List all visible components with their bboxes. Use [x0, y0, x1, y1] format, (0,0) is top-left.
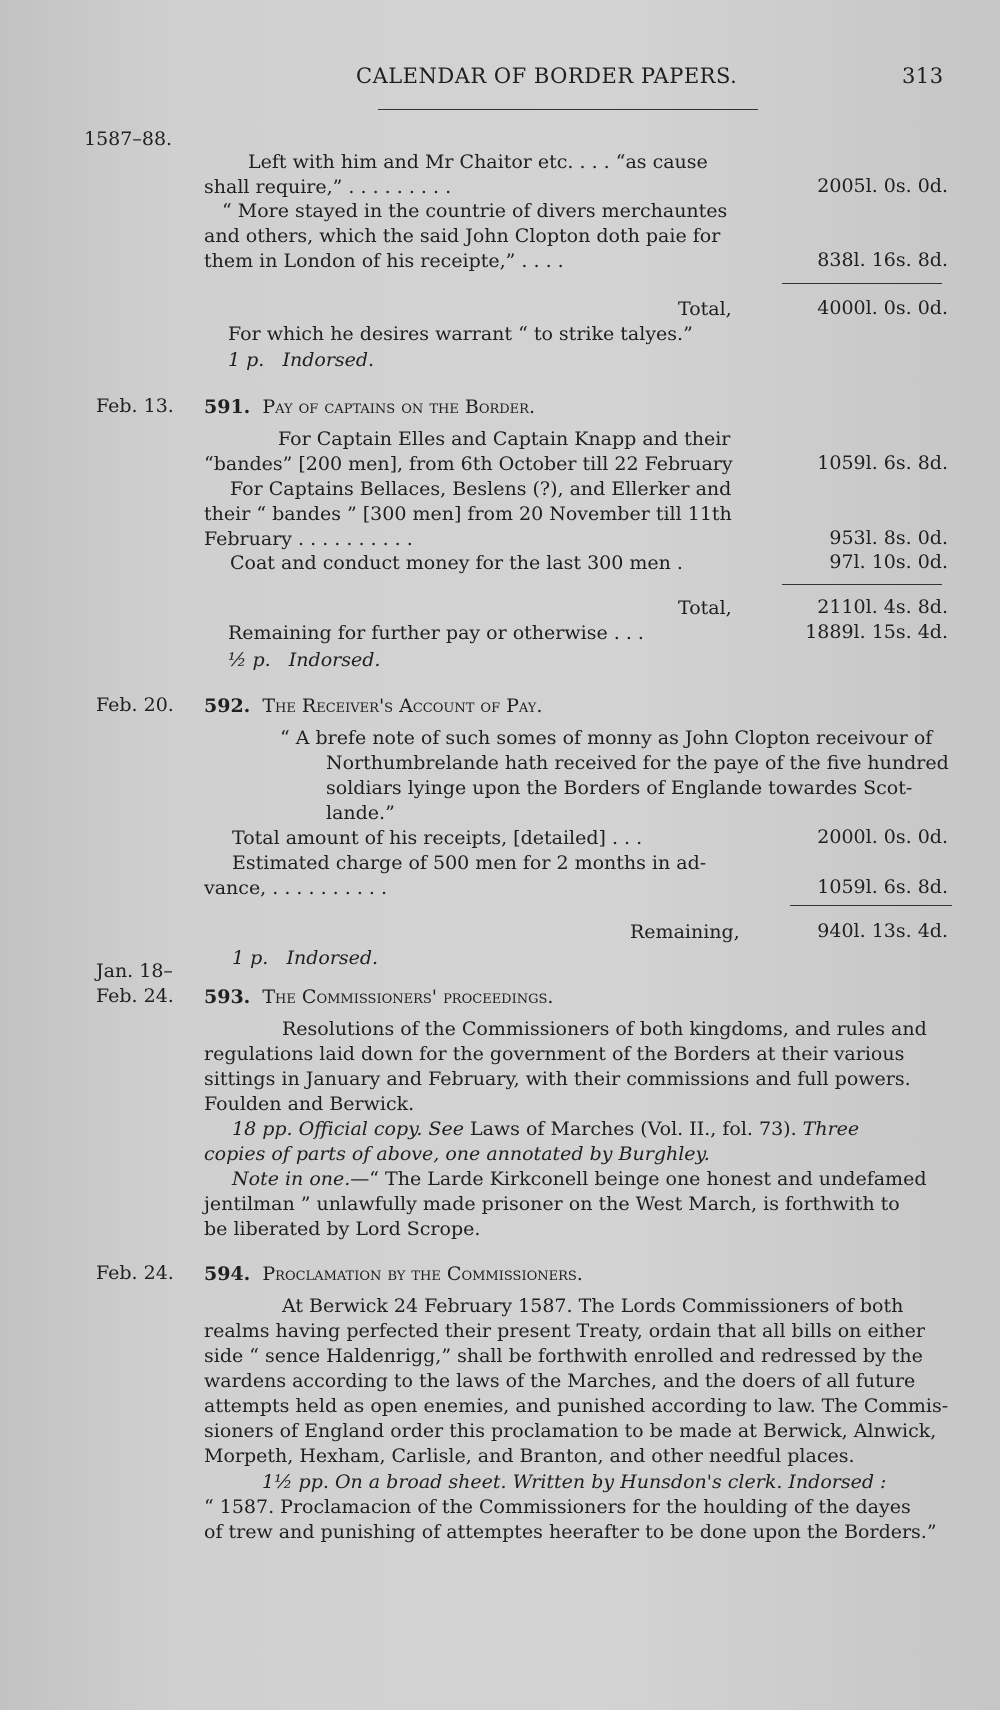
- entry-594-heading: [204, 1262, 583, 1286]
- e591-amount-1: 1059l. 6s. 8d.: [817, 452, 948, 474]
- e591-total-label: Total,: [678, 597, 732, 619]
- e591-line-4: their “ bandes ” [300 men] from 20 November till 11th: [204, 503, 732, 525]
- entry-593-heading: [204, 985, 553, 1009]
- e591-line-1: For Captain Elles and Captain Knapp and their: [278, 428, 731, 450]
- e592-line-3: vance, . . . . . . . . . .: [204, 877, 388, 899]
- e592-indorsement: [232, 946, 378, 970]
- entry-593-date-end: Feb. 24.: [96, 985, 174, 1007]
- e591-pages: ½ p.: [228, 649, 271, 671]
- e594-line-7: Morpeth, Hexham, Carlisle, and Branton, and other needful places.: [204, 1445, 855, 1467]
- running-title: CALENDAR OF BORDER PAPERS.: [356, 64, 738, 88]
- entry-593-date-start: Jan. 18–: [96, 960, 173, 982]
- e593-note-in-one: Note in one.—: [232, 1168, 370, 1190]
- e594-note-2: “ 1587. Proclamacion of the Commissioners for the houlding of the dayes: [204, 1496, 911, 1518]
- e591-indorsement: [228, 648, 380, 672]
- e594-note-3: of trew and punishing of attemptes heerafter to be done upon the Borders.”: [204, 1521, 937, 1543]
- e592-line-2: Estimated charge of 500 men for 2 months in ad-: [232, 852, 707, 874]
- e594-line-6: sioners of England order this proclamation to be made at Berwick, Alnwick,: [204, 1420, 937, 1442]
- e591-amount-4: 1889l. 15s. 4d.: [805, 621, 948, 643]
- e593-note-4: jentilman ” unlawfully made prisoner on the West March, is forthwith to: [204, 1193, 900, 1215]
- cont-indorsement: [228, 348, 374, 372]
- entry-593-number: 593.: [204, 986, 251, 1008]
- e593-line-1: Resolutions of the Commissioners of both kingdoms, and rules and: [282, 1018, 927, 1040]
- e592-rule: [790, 905, 952, 906]
- e594-line-1: At Berwick 24 February 1587. The Lords Commissioners of both: [282, 1295, 904, 1317]
- e594-note-1: 1½ pp. On a broad sheet. Written by Hunsdon's clerk. Indorsed :: [262, 1471, 887, 1493]
- cont-line-4: and others, which the said John Clopton doth paie for: [204, 225, 721, 247]
- cont-total-label: Total,: [678, 298, 732, 320]
- e592-amount-2: 1059l. 6s. 8d.: [817, 876, 948, 898]
- entry-591-heading: [204, 395, 535, 419]
- entry-594-title: Proclamation by the Commissioners.: [262, 1263, 583, 1285]
- entry-592-date: Feb. 20.: [96, 694, 174, 716]
- e591-line-7: Remaining for further pay or otherwise . . .: [228, 622, 644, 644]
- e593-note-ref: Laws of Marches (Vol. II., fol. 73).: [463, 1118, 803, 1140]
- cont-total-amount: 4000l. 0s. 0d.: [817, 297, 948, 319]
- entry-591-title: Pay of captains on the Border.: [262, 396, 536, 418]
- e592-remaining-amount: 940l. 13s. 4d.: [817, 920, 948, 942]
- cont-pages: 1 p.: [228, 349, 265, 371]
- entry-593-title: The Commissioners' proceedings.: [262, 986, 554, 1008]
- e592-remaining-label: Remaining,: [630, 921, 740, 943]
- cont-line-5: them in London of his receipte,” . . . .: [204, 250, 564, 272]
- e592-quote-4: lande.”: [326, 802, 395, 824]
- e593-note-5: be liberated by Lord Scrope.: [204, 1218, 481, 1240]
- e593-line-3: sittings in January and February, with their commissions and full powers.: [204, 1068, 911, 1090]
- e591-line-5: February . . . . . . . . . .: [204, 528, 413, 550]
- cont-total-rule: [782, 283, 942, 284]
- e593-line-4: Foulden and Berwick.: [204, 1093, 415, 1115]
- cont-line-2: shall require,” . . . . . . . . .: [204, 176, 452, 198]
- e593-line-2: regulations laid down for the government of the Borders at their various: [204, 1043, 905, 1065]
- e594-line-3: side “ sence Haldenrigg,” shall be forthwith enrolled and redressed by the: [204, 1345, 923, 1367]
- e592-quote-3: soldiars lyinge upon the Borders of Englande towardes Scot-: [326, 777, 913, 799]
- header-rule: [378, 109, 758, 110]
- entry-594-date: Feb. 24.: [96, 1262, 174, 1284]
- cont-amount-2: 838l. 16s. 8d.: [817, 249, 948, 271]
- e592-indorsed: Indorsed.: [286, 947, 379, 969]
- e591-total-amount: 2110l. 4s. 8d.: [817, 596, 948, 618]
- entry-591-date: Feb. 13.: [96, 395, 174, 417]
- year-margin: 1587–88.: [84, 128, 173, 150]
- page-number: 313: [902, 64, 944, 88]
- e593-note-quote: “ The Larde Kirkconell beinge one honest and undefamed: [369, 1168, 927, 1190]
- e594-line-4: wardens according to the laws of the Marches, and the doers of all future: [204, 1370, 916, 1392]
- e592-line-1: Total amount of his receipts, [detailed] . . .: [232, 827, 643, 849]
- e591-line-6: Coat and conduct money for the last 300 men .: [230, 552, 683, 574]
- e592-quote-1: “ A brefe note of such somes of monny as John Clopton receivour of: [280, 727, 933, 749]
- e594-line-5: attempts held as open enemies, and punished according to law. The Commis-: [204, 1395, 949, 1417]
- e593-note-1: [232, 1117, 859, 1141]
- e591-indorsed: Indorsed.: [288, 649, 381, 671]
- cont-line-3: “ More stayed in the countrie of divers merchauntes: [222, 200, 728, 222]
- e592-amount-1: 2000l. 0s. 0d.: [817, 826, 948, 848]
- cont-line-6: For which he desires warrant “ to strike talyes.”: [228, 323, 693, 345]
- e591-total-rule: [782, 584, 942, 585]
- cont-indorsed: Indorsed.: [282, 349, 375, 371]
- e591-amount-2: 953l. 8s. 0d.: [829, 527, 948, 549]
- e592-quote-2: Northumbrelande hath received for the paye of the five hundred: [326, 752, 949, 774]
- e592-pages: 1 p.: [232, 947, 269, 969]
- e593-note-three: Three: [802, 1118, 860, 1140]
- e591-line-3: For Captains Bellaces, Beslens (?), and Ellerker and: [230, 478, 732, 500]
- e593-note-2: copies of parts of above, one annotated by Burghley.: [204, 1143, 710, 1165]
- cont-line-1: Left with him and Mr Chaitor etc. . . . “as cause: [248, 151, 708, 173]
- cont-amount-1: 2005l. 0s. 0d.: [817, 175, 948, 197]
- entry-592-number: 592.: [204, 695, 251, 717]
- e593-note-pages: 18 pp. Official copy. See: [232, 1118, 464, 1140]
- entry-594-number: 594.: [204, 1263, 251, 1285]
- e591-amount-3: 97l. 10s. 0d.: [829, 551, 948, 573]
- e593-note-3: [232, 1167, 926, 1191]
- e594-line-2: realms having perfected their present Treaty, ordain that all bills on either: [204, 1320, 925, 1342]
- entry-592-title: The Receiver's Account of Pay.: [262, 695, 543, 717]
- e591-line-2: “bandes” [200 men], from 6th October till 22 February: [204, 453, 733, 475]
- entry-591-number: 591.: [204, 396, 251, 418]
- entry-592-heading: [204, 694, 542, 718]
